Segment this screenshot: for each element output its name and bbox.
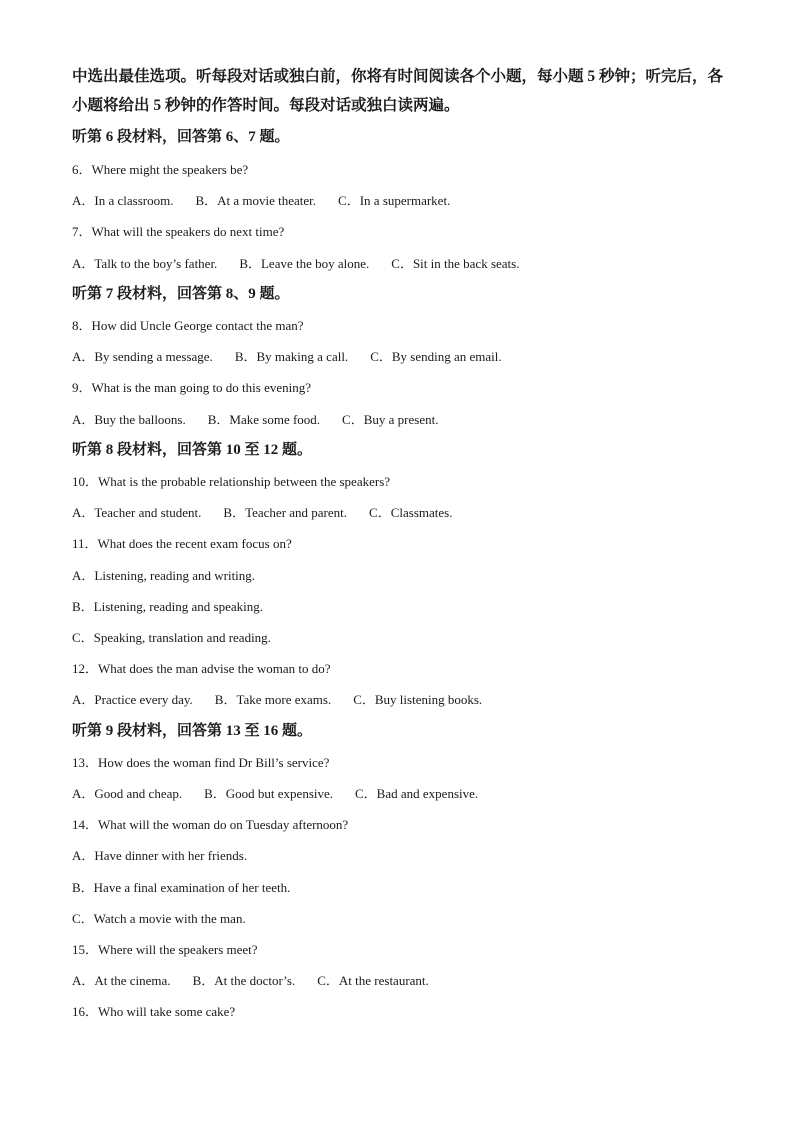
question-6-stem: 6．Where might the speakers be?: [72, 162, 249, 177]
option-c: C．At the restaurant.: [317, 973, 429, 988]
option-b: B．Have a final examination of her teeth.: [72, 880, 291, 895]
question-9-stem: 9．What is the man going to do this evening?: [72, 380, 312, 395]
question-12-options: [72, 691, 482, 709]
option-b: B．Make some food.: [207, 412, 321, 427]
option-b: B．Listening, reading and speaking.: [72, 599, 263, 614]
section-heading: 听第 9 段材料，回答第 13 至 16 题。: [72, 723, 313, 739]
option-c: C．Buy a present.: [342, 412, 439, 427]
option-c: C．By sending an email.: [370, 349, 502, 364]
option-a: A．In a classroom.: [72, 193, 174, 208]
option-b: B．By making a call.: [234, 349, 349, 364]
option-a: A．Listening, reading and writing.: [72, 568, 256, 583]
question-14-stem: 14．What will the woman do on Tuesday afternoon?: [72, 817, 349, 832]
option-c: C．Buy listening books.: [353, 692, 483, 707]
option-a: A．Practice every day.: [72, 692, 193, 707]
option-b: B．At the doctor’s.: [192, 973, 296, 988]
option-c: C．Bad and expensive.: [355, 786, 479, 801]
question-9-options: [72, 411, 438, 429]
question-11-stem: 11．What does the recent exam focus on?: [72, 536, 292, 551]
section-heading: 听第 8 段材料，回答第 10 至 12 题。: [72, 442, 313, 458]
question-15-stem: 15．Where will the speakers meet?: [72, 942, 258, 957]
option-b: B．Teacher and parent.: [223, 505, 348, 520]
option-a: A．Buy the balloons.: [72, 412, 186, 427]
option-b: B．At a movie theater.: [195, 193, 317, 208]
question-8-options: [72, 348, 502, 366]
option-b: B．Good but expensive.: [204, 786, 334, 801]
section-heading: 听第 6 段材料，回答第 6、7 题。: [72, 129, 290, 145]
option-b: B．Leave the boy alone.: [239, 256, 370, 271]
option-c: C．Speaking, translation and reading.: [72, 630, 271, 645]
option-a: A．Talk to the boy’s father.: [72, 256, 218, 271]
question-15-options: [72, 972, 429, 990]
question-10-options: [72, 504, 452, 522]
question-13-stem: 13．How does the woman find Dr Bill’s service?: [72, 755, 330, 770]
option-b: B．Take more exams.: [214, 692, 332, 707]
question-7-options: [72, 255, 519, 273]
question-13-options: [72, 785, 478, 803]
question-8-stem: 8．How did Uncle George contact the man?: [72, 318, 304, 333]
question-6-options: [72, 192, 450, 210]
option-c: C．Classmates.: [369, 505, 453, 520]
option-a: A．At the cinema.: [72, 973, 171, 988]
question-10-stem: 10．What is the probable relationship between the speakers?: [72, 474, 391, 489]
question-7-stem: 7．What will the speakers do next time?: [72, 224, 285, 239]
option-a: A．Have dinner with her friends.: [72, 848, 248, 863]
section-heading: 听第 7 段材料，回答第 8、9 题。: [72, 286, 290, 302]
instructions-paragraph: 中选出最佳选项。听每段对话或独白前，你将有时间阅读各个小题，每小题 5 秒钟；听完后，各小题将给出 5 秒钟的作答时间。每段对话或独白读两遍。: [72, 68, 724, 114]
option-a: A．Teacher and student.: [72, 505, 202, 520]
option-c: C．In a supermarket.: [338, 193, 451, 208]
option-c: C．Sit in the back seats.: [391, 256, 520, 271]
question-12-stem: 12．What does the man advise the woman to do?: [72, 661, 331, 676]
question-16-stem: 16．Who will take some cake?: [72, 1004, 236, 1019]
option-c: C．Watch a movie with the man.: [72, 911, 246, 926]
option-a: A．By sending a message.: [72, 349, 213, 364]
option-a: A．Good and cheap.: [72, 786, 183, 801]
